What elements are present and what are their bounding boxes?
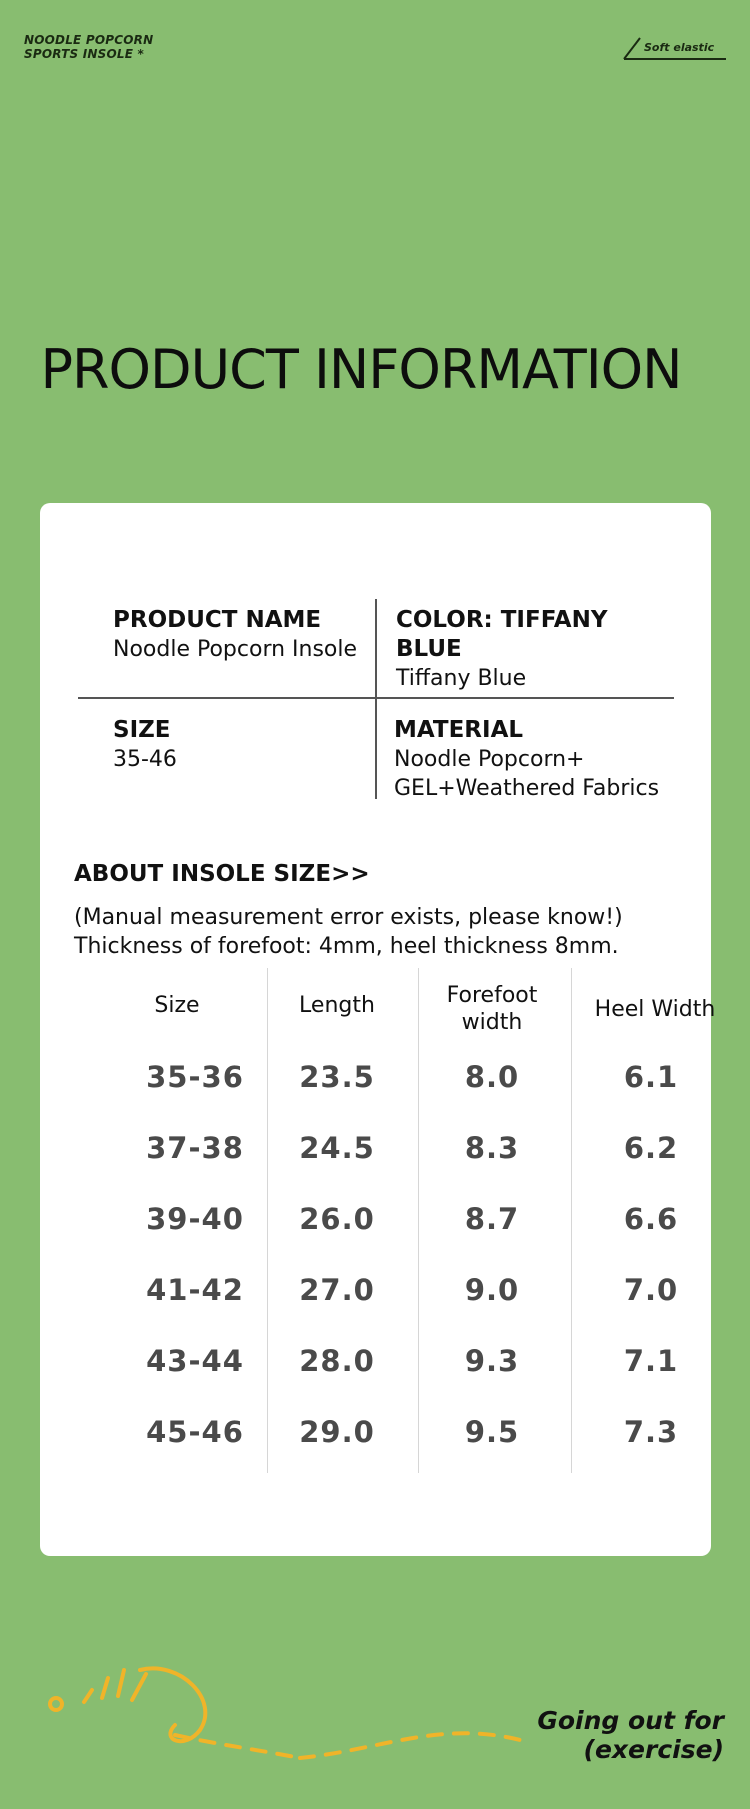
page-title: PRODUCT INFORMATION <box>40 338 682 401</box>
product-name-cell <box>113 606 357 664</box>
slogan <box>537 1706 724 1764</box>
table-cell: 9.5 <box>464 1415 520 1449</box>
header-size: Size <box>154 993 200 1018</box>
header-heel-width: Heel Width <box>594 997 716 1022</box>
header-length: Length <box>299 993 375 1018</box>
sparkle-doodle-icon <box>0 1640 600 1780</box>
material-cell <box>394 716 659 803</box>
table-cell: 43-44 <box>146 1344 244 1378</box>
size-value: 35-46 <box>113 747 177 772</box>
table-cell: 7.0 <box>623 1273 679 1307</box>
color-label: COLOR: TIFFANY BLUE <box>396 607 608 662</box>
size-label: SIZE <box>113 717 171 743</box>
brand-star: * <box>137 47 145 61</box>
header-forefoot-width: Forefoot width <box>446 983 538 1035</box>
table-cell: 6.1 <box>623 1060 679 1094</box>
color-cell <box>396 606 674 693</box>
table-cell: 7.1 <box>623 1344 679 1378</box>
table-cell: 8.3 <box>464 1131 520 1165</box>
material-value-line-1: Noodle Popcorn+ <box>394 747 585 772</box>
size-table <box>72 968 716 1473</box>
table-cell: 39-40 <box>146 1202 244 1236</box>
table-cell: 35-36 <box>146 1060 244 1094</box>
table-cell: 23.5 <box>299 1060 375 1094</box>
table-cell: 9.0 <box>464 1273 520 1307</box>
tagline-badge <box>622 36 728 62</box>
table-cell: 27.0 <box>299 1273 375 1307</box>
measurement-note <box>74 903 623 961</box>
measurement-note-line-1: (Manual measurement error exists, please know!) <box>74 905 623 930</box>
column-divider <box>571 968 572 1473</box>
color-value: Tiffany Blue <box>396 666 527 691</box>
table-cell: 9.3 <box>464 1344 520 1378</box>
brand-logo <box>24 33 153 61</box>
slogan-line-1: Going out for <box>537 1706 724 1735</box>
table-cell: 24.5 <box>299 1131 375 1165</box>
table-cell: 6.2 <box>623 1131 679 1165</box>
material-label: MATERIAL <box>394 717 524 743</box>
table-cell: 29.0 <box>299 1415 375 1449</box>
table-cell: 37-38 <box>146 1131 244 1165</box>
product-name-label: PRODUCT NAME <box>113 607 322 633</box>
tagline-text: Soft elastic <box>644 41 715 54</box>
table-cell: 8.0 <box>464 1060 520 1094</box>
table-cell: 26.0 <box>299 1202 375 1236</box>
product-info-grid <box>78 596 674 801</box>
grid-vertical-divider <box>375 599 377 799</box>
table-cell: 41-42 <box>146 1273 244 1307</box>
material-value-line-2: GEL+Weathered Fabrics <box>394 776 660 801</box>
slogan-line-2: (exercise) <box>583 1735 724 1764</box>
table-cell: 45-46 <box>146 1415 244 1449</box>
grid-horizontal-divider <box>78 697 674 699</box>
info-card <box>40 503 716 1556</box>
about-size-heading: ABOUT INSOLE SIZE>> <box>74 861 370 887</box>
table-cell: 28.0 <box>299 1344 375 1378</box>
table-cell: 8.7 <box>464 1202 520 1236</box>
size-cell <box>113 716 177 774</box>
brand-line-2: SPORTS INSOLE * <box>24 47 145 61</box>
measurement-note-line-2: Thickness of forefoot: 4mm, heel thickness 8mm. <box>74 934 619 959</box>
product-name-value: Noodle Popcorn Insole <box>113 637 358 662</box>
table-cell: 6.6 <box>623 1202 679 1236</box>
brand-line-1: NOODLE POPCORN <box>24 33 154 47</box>
table-cell: 7.3 <box>623 1415 679 1449</box>
